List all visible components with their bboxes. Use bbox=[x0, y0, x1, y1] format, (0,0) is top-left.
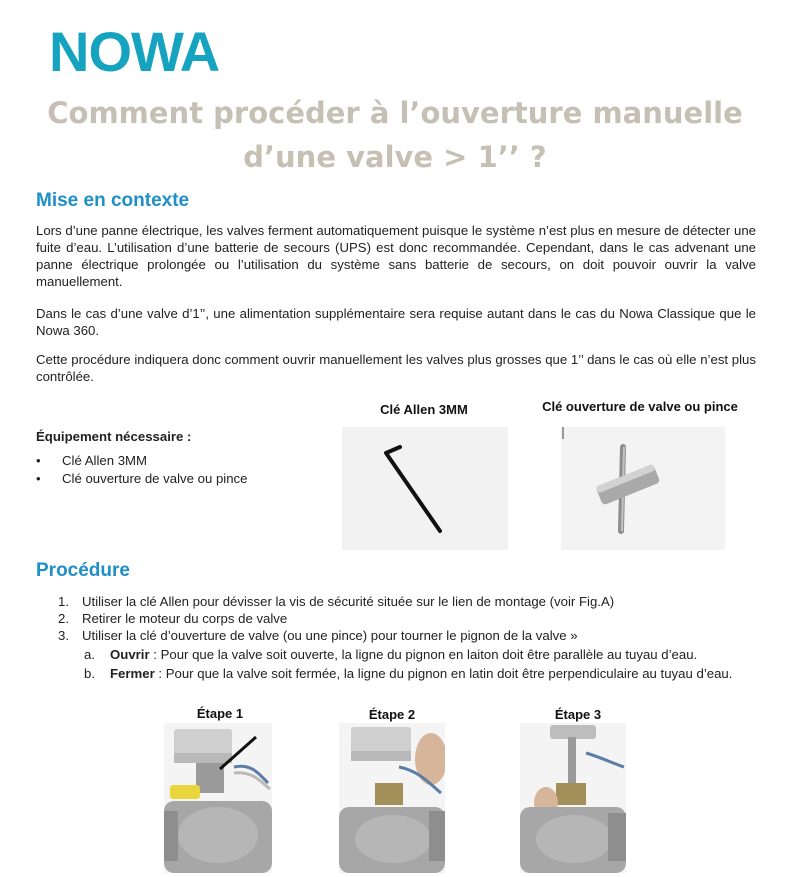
procedure-heading: Procédure bbox=[36, 560, 130, 581]
page-title-line-1: Comment procéder à l’ouverture manuelle bbox=[47, 96, 743, 130]
context-heading: Mise en contexte bbox=[36, 190, 190, 211]
substep-term: Fermer bbox=[110, 666, 155, 681]
equipment-label: Équipement nécessaire : bbox=[36, 429, 192, 444]
equipment-item: • Clé Allen 3MM bbox=[36, 452, 247, 470]
procedure-step bbox=[58, 610, 758, 627]
stage-1-label: Étape 1 bbox=[196, 706, 244, 721]
substep-letter: b. bbox=[84, 666, 95, 681]
context-paragraph-1: Lors d’une panne électrique, les valves ferment automatiquement puisque le système n’est plus en mesure de détecter une fuite d’eau. L’utilisation d’une batterie de secours (UPS) est donc recommandée. Cependant, dans le cas advenant une panne électrique prolongée ou l’utilisation du système sans batterie de secours, on doit pouvoir ouvrir la valve manuellement. bbox=[36, 223, 756, 289]
substep-text: : Pour que la valve soit fermée, la ligne du pignon en latin doit être perpendiculaire au tuyau d’eau. bbox=[154, 666, 733, 681]
valve-key-photo bbox=[561, 427, 725, 550]
valve-key-caption: Clé ouverture de valve ou pince bbox=[542, 399, 738, 414]
substep-text: : Pour que la valve soit ouverte, la ligne du pignon en laiton doit être parallèle au tuyau d’eau. bbox=[149, 647, 698, 662]
context-paragraph-2: Dans le cas d’une valve d’1’’, une alimentation supplémentaire sera requise autant dans le cas du Nowa Classique que le Nowa 360. bbox=[36, 306, 756, 338]
allen-key-photo bbox=[342, 427, 508, 550]
procedure-substep bbox=[58, 646, 720, 663]
procedure-steps bbox=[58, 593, 758, 682]
equipment-list bbox=[36, 452, 247, 488]
stage-2-photo bbox=[339, 723, 445, 873]
stage-3-photo bbox=[520, 723, 626, 873]
stage-3-label: Étape 3 bbox=[554, 707, 602, 722]
step-number: 1. bbox=[58, 594, 69, 609]
procedure-substep bbox=[58, 665, 750, 682]
context-paragraph-3: Cette procédure indiquera donc comment ouvrir manuellement les valves plus grosses que 1’’ dans le cas où elle n’est plus contrôlée. bbox=[36, 352, 756, 384]
step-text: Retirer le moteur du corps de valve bbox=[82, 611, 288, 626]
page-title-line-2: d’une valve > 1’’ ? bbox=[243, 140, 547, 174]
procedure-step bbox=[58, 627, 758, 644]
step-text: Utiliser la clé Allen pour dévisser la vis de sécurité située sur le lien de montage (voir Fig.A) bbox=[82, 594, 615, 609]
procedure-step bbox=[58, 593, 758, 610]
substep-letter: a. bbox=[84, 647, 95, 662]
step-number: 3. bbox=[58, 628, 69, 643]
nowa-logo: NOWA bbox=[49, 20, 220, 83]
stage-2-label: Étape 2 bbox=[368, 707, 416, 722]
step-number: 2. bbox=[58, 611, 69, 626]
step-text: Utiliser la clé d’ouverture de valve (ou une pince) pour tourner le pignon de la valve » bbox=[82, 628, 578, 643]
allen-key-caption: Clé Allen 3MM bbox=[380, 402, 468, 417]
substep-term: Ouvrir bbox=[110, 647, 150, 662]
stage-1-photo bbox=[164, 723, 272, 873]
equipment-item: • Clé ouverture de valve ou pince bbox=[36, 470, 247, 488]
